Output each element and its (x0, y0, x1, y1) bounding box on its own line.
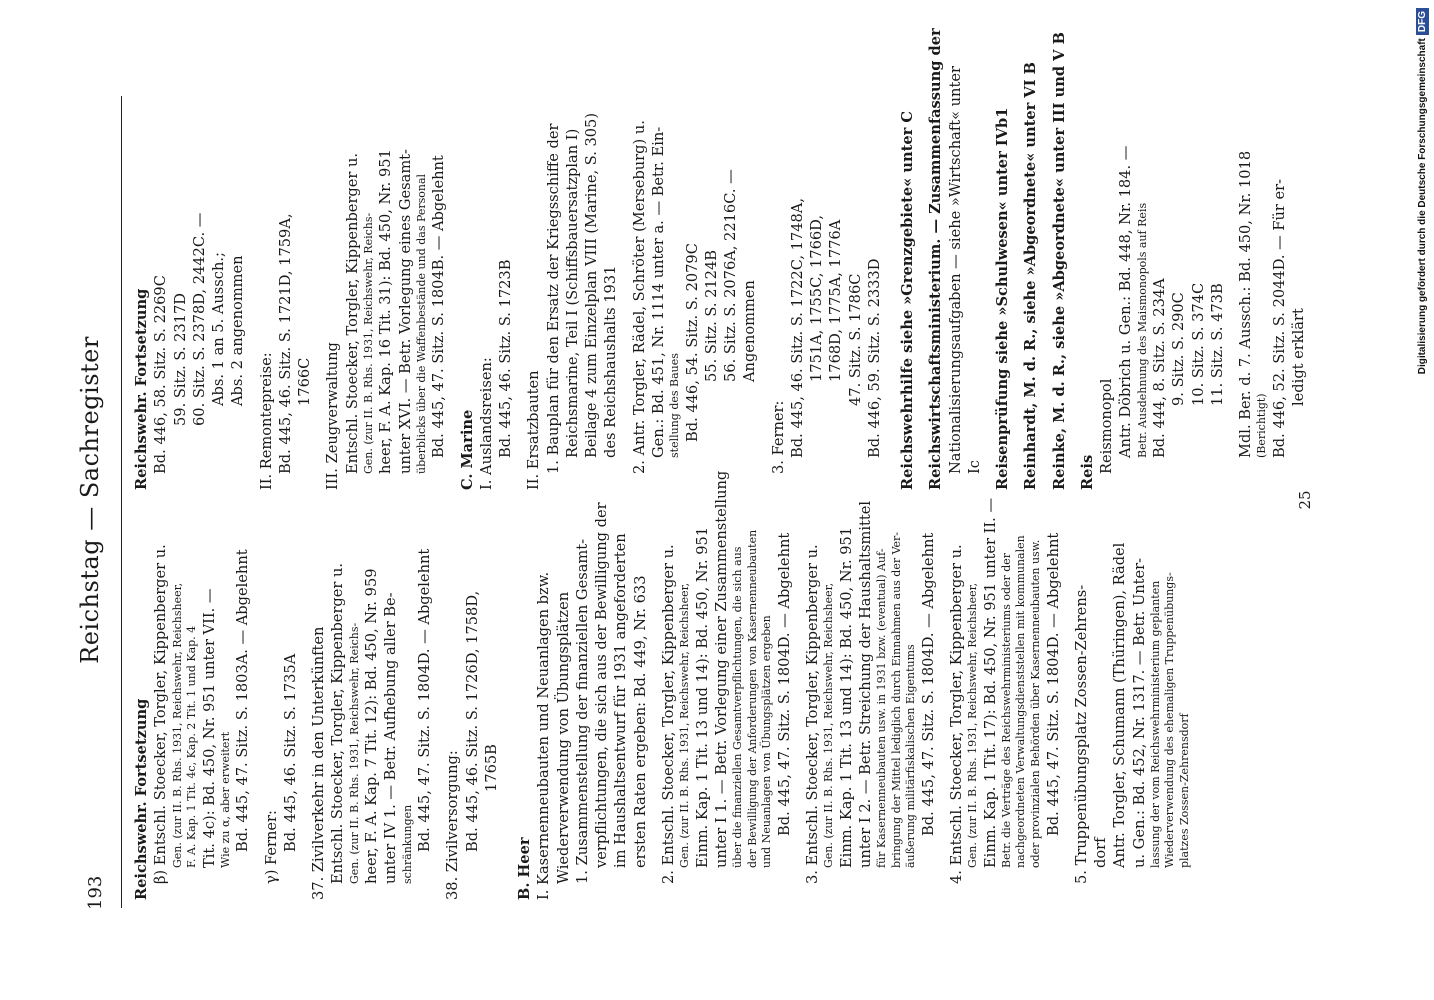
index-line: Bd. 444, 8. Sitz. S. 234A (1151, 278, 1169, 458)
spacer (1227, 90, 1236, 490)
index-line: III. Zeugverwaltung (324, 342, 342, 490)
index-line: Gen. (zur II. B. Rhs. 1931, Reichswehr, Reichsheer, (678, 582, 692, 868)
spacer (253, 505, 262, 900)
index-line: und Neuanlagen von Übungsplätzen ergeben (760, 615, 774, 868)
index-line: Bd. 445, 46. Sitz. S. 1721D, 1759A, (276, 213, 294, 474)
credit-text: Digitalisierung gefördert durch die Deutsche Forschungsgemeinschaft (1417, 38, 1428, 375)
index-line: unter XVI. — Betr. Vorlegung eines Gesamt- (396, 149, 414, 474)
spacer (884, 90, 898, 490)
index-heading: B. Heer (516, 837, 534, 900)
spacer (1069, 90, 1078, 490)
index-line: ledigt erklärt (1290, 308, 1308, 406)
index-line: Gen. (zur II. B. Rhs. 1931, Reichswehr, Reichs- (361, 212, 375, 474)
index-line: bringung der Mittel lediglich durch Einnahmen aus der Ver- (889, 531, 903, 868)
index-line: Reichsmarine, Teil I (Schiffsbauersatzplan I) (563, 128, 581, 458)
index-line: (Berichtigt) (1255, 393, 1269, 458)
spacer (917, 90, 926, 490)
index-line: 2. Entschl. Stoecker, Torgler, Kippenberger u. (659, 544, 677, 884)
index-line: Entschl. Stoecker, Torgler, Kippenberger u. (343, 152, 361, 474)
index-line: unter I 1. — Betr. Vorlegung einer Zusammenstellung (712, 470, 730, 868)
spacer (515, 90, 524, 490)
index-line: Bd. 446, 54. Sitz. S. 2079C (683, 243, 701, 442)
index-line: Gen. (zur II. B. Rhs. 1931, Reichswehr, Reichsheer, (170, 582, 184, 868)
index-line: 47. Sitz. S. 1786C (846, 273, 864, 406)
index-line: 9. Sitz. S. 290C (1170, 292, 1188, 406)
index-line: lassung der vom Reichswehrministerium geplanten (1148, 580, 1162, 868)
index-line: im Haushaltsentwurf für 1931 angeforderten (612, 533, 630, 868)
index-line: 1751A, 1755C, 1766D, (808, 215, 826, 382)
index-line: für Kasernenneubauten usw. in 1931 bzw. (eventual) Auf- (875, 548, 889, 868)
index-line: 56. Sitz. S. 2076A, 2216C. — (722, 169, 740, 382)
index-line: Bd. 445, 47. Sitz. S. 1804B. — Abgelehnt (430, 155, 448, 458)
index-line: 10. Sitz. S. 374C (1189, 282, 1207, 406)
header-rule (121, 96, 122, 908)
index-line: Bd. 445, 46. Sitz. S. 1735A (281, 653, 299, 852)
spacer (938, 505, 947, 900)
sheet-signature: 25 (1296, 490, 1314, 510)
spacer (300, 505, 309, 900)
index-line: 60. Sitz. S. 2378D, 2442C. — (190, 212, 208, 426)
index-line: 2. Antr. Torgler, Rädel, Schröter (Merseburg) u. (630, 120, 648, 474)
index-heading: Reis (1078, 454, 1096, 490)
index-line: Ic (965, 460, 983, 474)
index-line: Antr. Torgler, Schumann (Thüringen), Rädel (1111, 542, 1129, 868)
spacer (1041, 90, 1050, 490)
index-line: Einm. Kap. 1 Tit. 13 und 14): Bd. 450, Nr. 951 (693, 526, 711, 868)
index-line: Abs. 2 angenommen (229, 255, 247, 406)
index-heading: Reichswirtschaftsministerium. — Zusammenfassung der (927, 28, 945, 490)
index-line: 1765B (482, 744, 500, 792)
index-line: schränkungen (400, 804, 414, 884)
index-line: des Reichshaushalts 1931 (602, 265, 620, 458)
spacer (248, 90, 257, 490)
spacer (449, 90, 458, 490)
spacer (794, 505, 803, 900)
index-line: heer, F. A. Kap. 7 Tit. 12): Bd. 450, Nr. 959 (363, 568, 381, 884)
index-line: Nationalisierungsaufgaben — siehe »Wirtschaft« unter (946, 66, 964, 474)
index-line: 3. Entschl. Stoecker, Torgler, Kippenberger u. (803, 544, 821, 884)
spacer (501, 505, 515, 900)
index-line: Antr. Döbrich u. Gen.: Bd. 448, Nr. 184. — (1117, 145, 1135, 458)
index-line: unter I 2. — Betr. Streichung der Haushaltsmittel (856, 500, 874, 868)
index-line: äußerung militärfiskalischen Eigentums (904, 644, 918, 868)
index-line: 38. Zivilversorgung: (444, 750, 462, 900)
index-line: 1766C (296, 357, 313, 406)
index-line: β) Entschl. Stoecker, Torgler, Kippenberger u. (152, 544, 170, 884)
index-line: 3. Ferner: (769, 400, 787, 474)
index-line: 59. Sitz. S. 2317D (171, 293, 189, 426)
index-line: der Bewilligung der Anforderungen von Kasernenneubauten (745, 529, 759, 868)
index-line: verpflichtungen, die sich aus der Bewilligung der (593, 502, 611, 868)
index-line: I. Auslandsreisen: (477, 357, 495, 490)
index-line: 55. Sitz. S. 2124B (702, 250, 720, 382)
index-line: 1768D, 1775A, 1776A (827, 219, 845, 382)
index-line: nachgeordneten Verwaltungsdienststellen mit kommunalen (1014, 535, 1028, 868)
index-line: II. Remontepreise: (257, 352, 275, 490)
index-line: u. Gen.: Bd. 452, Nr. 1317. — Betr. Unter- (1130, 557, 1148, 868)
index-line: Wiederverwendung von Übungsplätzen (554, 591, 572, 884)
index-heading: Reisenprüfung siehe »Schulwesen« unter IVb1 (994, 107, 1012, 490)
spacer (650, 505, 659, 900)
dfg-logo: DFG (1416, 8, 1429, 35)
index-heading: Reinke, M. d. R., siehe »Abgeordnete« unter III und V B (1050, 32, 1068, 490)
spacer (314, 90, 323, 490)
index-line: unter IV 1. — Betr. Aufhebung aller Be- (382, 592, 400, 884)
spacer (760, 90, 769, 490)
index-line: Entschl. Stoecker, Torgler, Kippenberger u. (329, 562, 347, 884)
index-line: γ) Ferner: (262, 810, 280, 884)
index-line: Tit. 4c): Bd. 450, Nr. 951 unter VII. — (200, 588, 218, 868)
index-line: Gen. (zur II. B. Rhs. 1931, Reichswehr, Reichsheer, (822, 582, 836, 868)
index-heading: Reichswehrhilfe siehe »Grenzgebiete« unter C (899, 110, 917, 490)
index-line: überblicks über die Waffenbestände und das Personal (414, 173, 428, 474)
index-line: Bd. 445, 47. Sitz. S. 1804D. — Abgelehnt (1044, 532, 1062, 836)
index-line: Bd. 445, 46. Sitz. S. 1723B (497, 259, 515, 458)
index-line: 37. Zivilverkehr in den Unterkünften (310, 626, 328, 900)
index-line: Einm. Kap. 1 Tit. 13 und 14): Bd. 450, Nr. 951 (837, 526, 855, 868)
index-line: Gen.: Bd. 451, Nr. 1114 unter a. — Betr. Ein- (649, 126, 667, 458)
right-column (132, 28, 1308, 490)
index-line: Gen. (zur II. B. Rhs. 1931, Reichswehr, Reichsheer, (966, 582, 980, 868)
index-line: 5. Truppenübungsplatz Zossen-Zehrens- (1072, 584, 1090, 884)
index-line: Abs. 1 an 5. Aussch.; (210, 252, 227, 406)
index-line: heer, F. A. Kap. 16 Tit. 31): Bd. 450, Nr. 951 (377, 149, 395, 474)
index-line: Betr. die Verträge des Reichswehrministeriums oder der (999, 552, 1013, 868)
index-line: stellung des Baues (668, 353, 682, 458)
index-line: 1. Zusammenstellung der finanziellen Gesamt- (573, 538, 591, 884)
index-line: Bd. 445, 47. Sitz. S. 1804D. — Abgelehnt (416, 548, 434, 852)
index-line: oder provinzialen Behörden über Kasernenneubauten usw. (1029, 539, 1042, 868)
spacer (434, 505, 443, 900)
page-number: 193 (85, 875, 106, 910)
index-line: über die finanziellen Gesamtverpflichtungen, die sich aus (731, 546, 745, 868)
index-heading: Reichswehr. Fortsetzung (133, 288, 150, 490)
index-line: 4. Entschl. Stoecker, Torgler, Kippenberger u. (947, 544, 965, 884)
index-line: Wie zu α, aber erweitert (218, 731, 232, 868)
index-line: Bd. 446, 59. Sitz. S. 2333D (865, 258, 883, 458)
index-line: 1. Bauplan für den Ersatz der Kriegsschiffe der (544, 123, 562, 474)
index-heading: C. Marine (458, 409, 476, 490)
index-line: II. Ersatzbauten (525, 370, 543, 490)
index-line: platzes Zossen-Zehrensdorf (1177, 713, 1191, 868)
index-line: Reismonopol (1098, 378, 1116, 474)
index-line: F. A. Kap. 1 Tit. 4c, Kap. 2 Tit. 1 und Kap. 4 (185, 625, 199, 868)
index-line: 11. Sitz. S. 473B (1208, 283, 1226, 406)
index-line: Bd. 446, 52. Sitz. S. 2044D. — Für er- (1270, 178, 1288, 458)
index-line: Bd. 445, 47. Sitz. S. 1804D. — Abgelehnt (775, 532, 793, 836)
index-line: Einm. Kap. 1 Tit. 17): Bd. 450, Nr. 951 unter II. — (981, 497, 999, 868)
digitization-credit (1412, 8, 1434, 988)
page-header (0, 0, 130, 1000)
index-line: Bd. 446, 58. Sitz. S. 2269C (152, 275, 170, 474)
spacer (984, 90, 993, 490)
index-line: Mdl. Ber. d. 7. Aussch.: Bd. 450, Nr. 1018 (1237, 150, 1255, 458)
index-line: Bd. 445, 46. Sitz. S. 1726D, 1758D, (463, 590, 481, 852)
running-title: Reichstag — Sachregister (76, 336, 104, 664)
spacer (621, 90, 630, 490)
index-line: Beilage 4 zum Einzelplan VIII (Marine, S. 305) (583, 112, 601, 458)
index-heading: Reinhardt, M. d. R., siehe »Abgeordnete« unter VI B (1022, 62, 1040, 490)
index-heading: Reichswehr. Fortsetzung (133, 698, 150, 900)
spacer (1012, 90, 1021, 490)
index-line: dorf (1092, 837, 1110, 868)
index-line: Angenommen (741, 280, 759, 382)
index-line: Wiederverwendung des ehemaligen Truppenübungs- (1163, 572, 1177, 868)
index-line: Gen. (zur II. B. Rhs. 1931, Reichswehr, Reichs- (347, 622, 361, 884)
spacer (1063, 505, 1072, 900)
index-line: ersten Raten ergeben: Bd. 449, Nr. 633 (631, 575, 649, 868)
index-line: Betr. Ausdehnung des Maismonopols auf Reis (1135, 202, 1149, 458)
index-line: Bd. 445, 47. Sitz. S. 1803A. — Abgelehnt (234, 549, 252, 852)
index-line: Bd. 445, 46. Sitz. S. 1722C, 1748A, (788, 198, 806, 458)
index-line: Bd. 445, 47. Sitz. S. 1804D. — Abgelehnt (919, 532, 937, 836)
index-line: I. Kasernenneubauten und Neuanlagen bzw. (535, 571, 553, 900)
